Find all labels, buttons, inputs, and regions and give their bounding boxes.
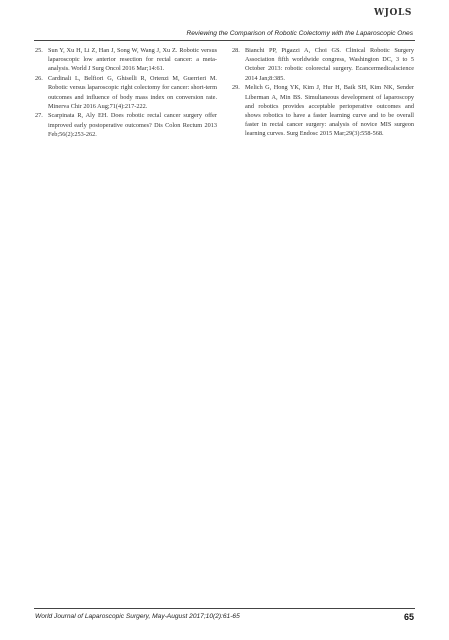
reference-number: 25.: [35, 47, 43, 54]
reference-item: [35, 46, 217, 74]
reference-number: 27.: [35, 112, 43, 120]
reference-text: Sun Y, Xu H, Li Z, Han J, Song W, Wang J, Xu Z. Robotic versus laparoscopic low anterior resection for rectal cancer: a meta-analysis. World J Surg Oncol 2016 Mar;14:61.: [48, 47, 217, 73]
reference-number: 28.: [232, 47, 240, 54]
reference-text: Scarpinata R, Aly EH. Does robotic rectal cancer surgery offer improved early postoperative outcomes? Dis Colon Rectum 2013 Feb;56(2):253-262.: [48, 112, 217, 138]
references-right-column: [232, 46, 414, 139]
reference-item: [35, 111, 217, 139]
running-head: Reviewing the Comparison of Robotic Colectomy with the Laparoscopic Ones: [186, 30, 413, 37]
reference-text: Bianchi PP, Pigazzi A, Choi GS. Clinical Robotic Surgery Association fifth worldwide congress, Washington DC, 3 to 5 October 2013: robotic colorectal surgery. Ecancermedicalscience 2014 Jan;8:385.: [245, 47, 414, 82]
reference-item: [232, 46, 414, 83]
reference-text: Cardinali L, Belfiori G, Ghiselli R, Ortenzi M, Guerrieri M. Robotic versus laparoscopic right colectomy for cancer: short-term outcomes and influence of body mass index on conversion rate. Minerva Chir 2016 Aug;71(4):217-222.: [48, 75, 217, 110]
references-left-column: [35, 46, 217, 140]
reference-number: 29.: [232, 84, 240, 92]
reference-item: [232, 83, 414, 138]
footer-divider: [34, 608, 415, 609]
journal-citation-footer: World Journal of Laparoscopic Surgery, May-August 2017;10(2):61-65: [35, 613, 240, 620]
journal-abbreviation: WJOLS: [373, 8, 412, 18]
reference-number: 26.: [35, 75, 43, 83]
reference-item: [35, 74, 217, 111]
reference-text: Melich G, Hong YK, Kim J, Hur H, Baik SH, Kim NK, Sender Liberman A, Min BS. Simultaneous development of laparoscopy and robotics provides acceptable perioperative outcomes and shows robotics to have a faster learning curve and to be overall faster in rectal cancer surgery: analysis of novice MIS surgeon learning curves. Surg Endosc 2015 Mar;29(3):558-568.: [245, 84, 414, 138]
page-number: 65: [403, 612, 414, 622]
header-divider: [34, 40, 415, 41]
